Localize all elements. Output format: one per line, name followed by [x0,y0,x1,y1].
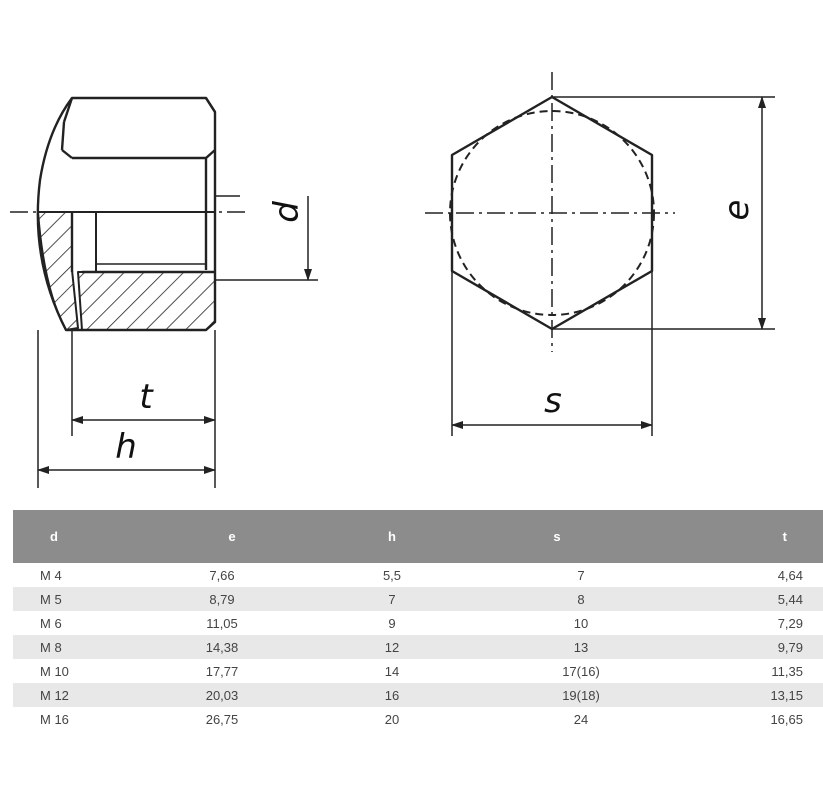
label-h: h [115,427,137,467]
side-section-view [10,98,318,488]
header-s: s [415,510,699,563]
cell-e: 8,79 [95,587,369,611]
cell-h: 14 [369,659,415,683]
cell-s: 17(16) [415,659,699,683]
table-row [13,707,823,731]
table-row [13,587,823,611]
cell-d: M 8 [13,635,95,659]
cell-s: 24 [415,707,699,731]
label-s: s [544,381,562,421]
cell-e: 11,05 [95,611,369,635]
cell-e: 14,38 [95,635,369,659]
cell-t: 16,65 [699,707,823,731]
cell-e: 7,66 [95,563,369,587]
table-header-row [13,510,823,563]
cell-s: 8 [415,587,699,611]
table-body [13,563,823,731]
header-d: d [13,510,95,563]
cell-h: 5,5 [369,563,415,587]
dimension-table [13,510,823,731]
cell-d: M 6 [13,611,95,635]
label-e: e [717,199,757,221]
table-row [13,635,823,659]
label-d: d [267,201,307,223]
cell-d: M 12 [13,683,95,707]
cell-s: 19(18) [415,683,699,707]
cell-t: 13,15 [699,683,823,707]
cell-h: 9 [369,611,415,635]
hexagon-top-view [425,72,775,436]
cell-d: M 10 [13,659,95,683]
table-row [13,683,823,707]
header-h: h [369,510,415,563]
cell-h: 7 [369,587,415,611]
cell-h: 16 [369,683,415,707]
cell-d: M 5 [13,587,95,611]
cell-s: 10 [415,611,699,635]
cell-e: 17,77 [95,659,369,683]
cell-e: 26,75 [95,707,369,731]
cell-d: M 16 [13,707,95,731]
header-e: e [95,510,369,563]
cell-h: 20 [369,707,415,731]
hatched-nut-section [78,272,215,330]
cell-t: 9,79 [699,635,823,659]
table-row [13,659,823,683]
table-row [13,563,823,587]
header-t: t [699,510,823,563]
cell-e: 20,03 [95,683,369,707]
cell-h: 12 [369,635,415,659]
cell-s: 7 [415,563,699,587]
cell-t: 11,35 [699,659,823,683]
cell-t: 4,64 [699,563,823,587]
table-row [13,611,823,635]
cell-s: 13 [415,635,699,659]
label-t: t [139,377,153,417]
cell-d: M 4 [13,563,95,587]
cell-t: 5,44 [699,587,823,611]
cell-t: 7,29 [699,611,823,635]
